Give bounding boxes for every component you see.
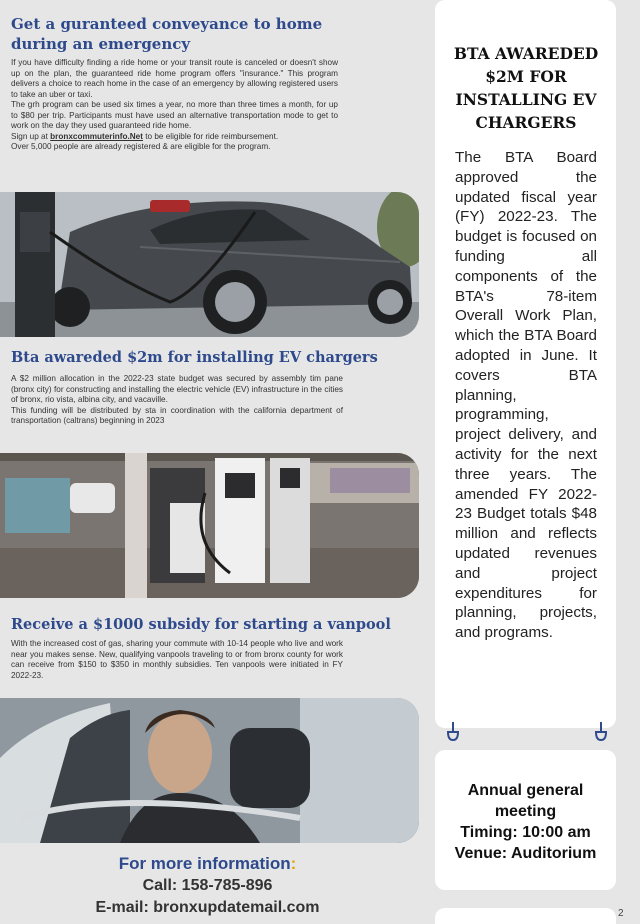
meeting-title-line1: Annual general — [467, 782, 584, 799]
meeting-card — [435, 750, 616, 890]
paragraph: Over 5,000 people are already registered & are eligible for the program. — [11, 142, 271, 151]
pushpin-icon — [446, 722, 460, 742]
contact-email[interactable]: E-mail: bronxupdatemail.com — [95, 899, 320, 916]
section-title-vanpool: Receive a $1000 subsidy for starting a vanpool — [11, 616, 391, 633]
section-body-ev-chargers — [11, 374, 343, 427]
paragraph: A $2 million allocation in the 2022-23 state budget was secured by assembly tim pane (bronx city) for constructing and installing the electric vehicle (EV) infrastructure in the cities of bronx, rio vista, albina city, and vacaville. — [11, 374, 343, 404]
meeting-details — [435, 780, 616, 864]
paragraph: This funding will be distributed by sta in coordination with the california department of transportation (caltrans) beginning in 2023 — [11, 405, 343, 425]
signup-link[interactable]: bronxcommuterinfo.Net — [50, 131, 143, 141]
gas-station-illustration — [0, 453, 419, 598]
section-body-guaranteed-ride — [11, 58, 338, 153]
pushpin-icon — [594, 722, 608, 742]
contact-heading — [0, 853, 415, 875]
man-driving-illustration — [0, 698, 419, 843]
sidebar-card — [435, 0, 616, 728]
contact-heading-colon: : — [290, 854, 297, 873]
meeting-timing: Timing: 10:00 am — [460, 824, 591, 841]
bottom-card — [435, 908, 616, 924]
contact-heading-text: For more information — [118, 854, 291, 873]
meeting-venue: Venue: Auditorium — [454, 845, 597, 862]
signup-text-end: to be eligible for ride reimbursement. — [142, 131, 279, 141]
section-title-ev-chargers: Bta awareded $2m for installing EV chargers — [11, 349, 378, 366]
page-number: 2 — [618, 908, 624, 919]
section-body-vanpool — [11, 639, 343, 681]
paragraph: With the increased cost of gas, sharing your commute with 10-14 people who live and work near you makes sense. New, qualifying vanpools traveling to or from bronx county for work can receive from $150 to $350 in monthly subsidies. Ten vanpools were initiated in FY 2022-23. — [11, 639, 343, 680]
paragraph: The grh program can be used six times a year, no more than three times a month, for up to $80 per trip. Participants must have used an alternative transportation mode to get to work on the day they used guaranteed ride home. — [11, 100, 338, 130]
signup-paragraph — [11, 132, 338, 143]
contact-block — [0, 853, 415, 919]
sidebar-title: BTA AWAREDED $2M FOR INSTALLING EV CHARGERS — [453, 44, 599, 132]
contact-phone[interactable]: Call: 158-785-896 — [142, 877, 273, 894]
man-driving-car-photo — [0, 698, 419, 843]
signup-text: Sign up at — [11, 131, 51, 141]
electric-car-charging-photo — [0, 192, 419, 337]
sidebar-text: The BTA Board approved the updated fiscal year (FY) 2022-23. The budget is focused on funding all components of the BTA's 78-item Overall Work Plan, which the BTA Board adopted in June. It covers BTA planning, programming, project delivery, and activity for the next three years. The amended FY 2022-23 Budget totals $48 million and reflects updated revenues and project expenditures for planning, projects, and programs. — [455, 149, 597, 642]
electric-car-illustration — [0, 192, 419, 337]
paragraph: If you have difficulty finding a ride home or your transit route is canceled or doesn't show up on the plan, the guaranteed ride home program offers "insurance." This program delivers a choice to reach home in the case of an emergency by allowing registered users to take an uber or taxi. — [11, 58, 338, 99]
gas-station-pumps-photo — [0, 453, 419, 598]
meeting-title-line2: meeting — [494, 803, 557, 820]
section-title-guaranteed-ride: Get a guranteed conveyance to home during an emergency — [11, 15, 323, 53]
